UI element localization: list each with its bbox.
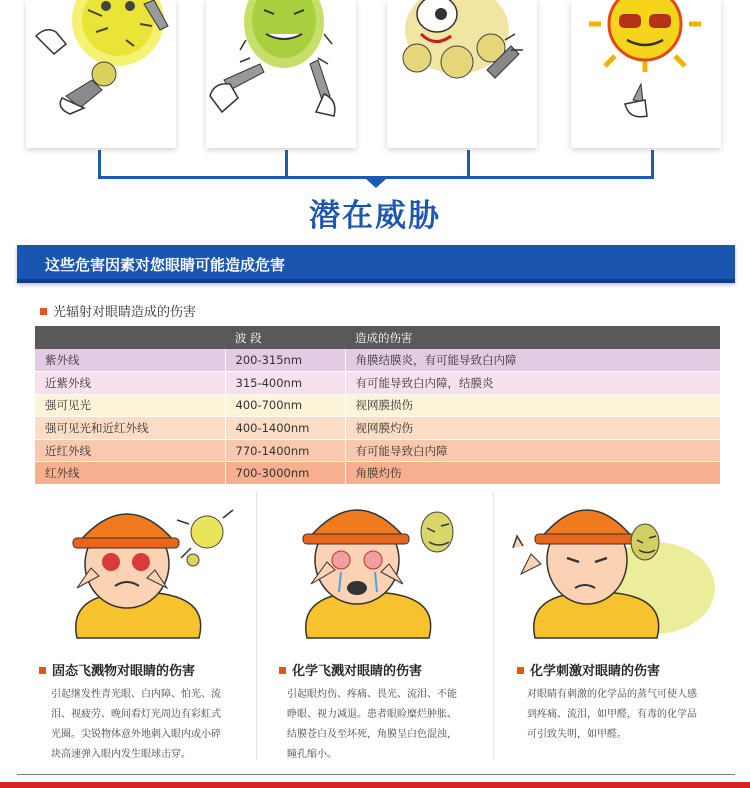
bullet-square-icon: [39, 667, 46, 674]
panel-body: [527, 685, 697, 745]
cell-band: 770-1400nm: [225, 439, 345, 462]
table-header-band: 波 段: [225, 326, 345, 349]
bullet-square-icon: [517, 667, 524, 674]
panel-body-line: 泪、视疲劳、晚间看灯光周边有彩虹式: [51, 709, 221, 720]
cell-harm: 有可能导致白内障: [345, 439, 720, 462]
table-header-type: [35, 326, 225, 349]
radiation-table: [35, 326, 720, 485]
panel-solid-splash: [17, 488, 255, 766]
threat-title: 潜在威胁: [309, 198, 441, 234]
panel-title-text: 化学刺激对眼睛的伤害: [530, 664, 661, 679]
cell-harm: 角膜结膜炎，有可能导致白内障: [345, 349, 720, 372]
cell-type: 紫外线: [35, 349, 225, 372]
panel-divider: [493, 492, 494, 760]
panel-body-line: 睁眼、视力减退。患者眼睑糜烂肿胀、: [287, 709, 457, 720]
table-row: [35, 349, 720, 372]
cell-type: 近红外线: [35, 439, 225, 462]
hazard-card-2: [206, 0, 356, 148]
panel-body-line: 光圈。尖锐物体意外地刺入眼内或小碎: [51, 729, 221, 740]
sun-radiation-illustration: [571, 0, 721, 148]
cell-harm: 视网膜损伤: [345, 394, 720, 417]
hazard-card-1: [26, 0, 176, 148]
table-row: [35, 439, 720, 462]
panel-body: [287, 685, 457, 765]
chemical-splash-injury-illustration: [257, 488, 495, 653]
panel-body: [51, 685, 221, 765]
hazard-card-3: [387, 0, 537, 148]
cell-harm: 角膜灼伤: [345, 462, 720, 485]
fumes-illustration: [387, 0, 537, 148]
panel-body-line: 到疼痛、流泪，如甲醛，有毒的化学品: [527, 709, 697, 720]
bullet-square-icon: [279, 667, 286, 674]
chemical-splash-illustration: [206, 0, 356, 148]
panel-body-line: 引起眼灼伤、疼痛、畏光、流泪、不能: [287, 689, 457, 700]
table-header-harm: 造成的伤害: [345, 326, 720, 349]
cell-type: 红外线: [35, 462, 225, 485]
connector-line-v3: [467, 150, 470, 179]
panel-body-line: 瞳孔缩小。: [287, 749, 337, 760]
table-row: [35, 372, 720, 395]
panel-body-line: 结膜苍白及至坏死，角膜呈白色混浊，: [287, 729, 457, 740]
chemical-irritation-injury-illustration: [495, 488, 733, 653]
cell-harm: 视网膜灼伤: [345, 417, 720, 440]
cell-type: 近紫外线: [35, 372, 225, 395]
connector-line-v1: [98, 150, 101, 179]
panel-chemical-irritation: [495, 488, 733, 766]
radiation-section-heading: [40, 301, 196, 320]
hazard-card-4: [571, 0, 721, 148]
table-row: [35, 462, 720, 485]
section-banner: [17, 245, 735, 283]
panel-body-line: 引起继发性青光眼、白内障、怕光、流: [51, 689, 221, 700]
solid-debris-injury-illustration: [17, 488, 255, 653]
table-row: [35, 394, 720, 417]
panel-title: [517, 660, 660, 679]
panel-body-line: 可引致失明，如甲醛。: [527, 729, 627, 740]
connector-line-v4: [651, 150, 654, 179]
connector-arrow-icon: [365, 178, 387, 188]
bullet-square-icon: [40, 308, 47, 315]
cell-band: 400-700nm: [225, 394, 345, 417]
cell-harm: 有可能导致白内障，结膜炎: [345, 372, 720, 395]
cell-type: 强可见光和近红外线: [35, 417, 225, 440]
panel-chemical-splash: [257, 488, 495, 766]
panel-title: [279, 660, 422, 679]
grinding-sparks-illustration: [26, 0, 176, 148]
connector-line-v2: [285, 150, 288, 179]
table-header-row: [35, 326, 720, 349]
radiation-section-title: 光辐射对眼睛造成的伤害: [53, 305, 197, 320]
cell-band: 315-400nm: [225, 372, 345, 395]
cell-band: 200-315nm: [225, 349, 345, 372]
panel-body-line: 对眼睛有刺激的化学品的蒸气可使人感: [527, 689, 697, 700]
cell-type: 强可见光: [35, 394, 225, 417]
panel-body-line: 块高速弹入眼内发生眼球击穿。: [51, 749, 191, 760]
table-row: [35, 417, 720, 440]
panel-title-text: 化学飞溅对眼睛的伤害: [292, 664, 423, 679]
bottom-rule: [17, 774, 735, 775]
cell-band: 400-1400nm: [225, 417, 345, 440]
panel-title-text: 固态飞溅物对眼睛的伤害: [52, 664, 196, 679]
cell-band: 700-3000nm: [225, 462, 345, 485]
panel-title: [39, 660, 195, 679]
banner-text: 这些危害因素对您眼睛可能造成危害: [45, 256, 286, 274]
bottom-accent-bar: [0, 782, 750, 788]
